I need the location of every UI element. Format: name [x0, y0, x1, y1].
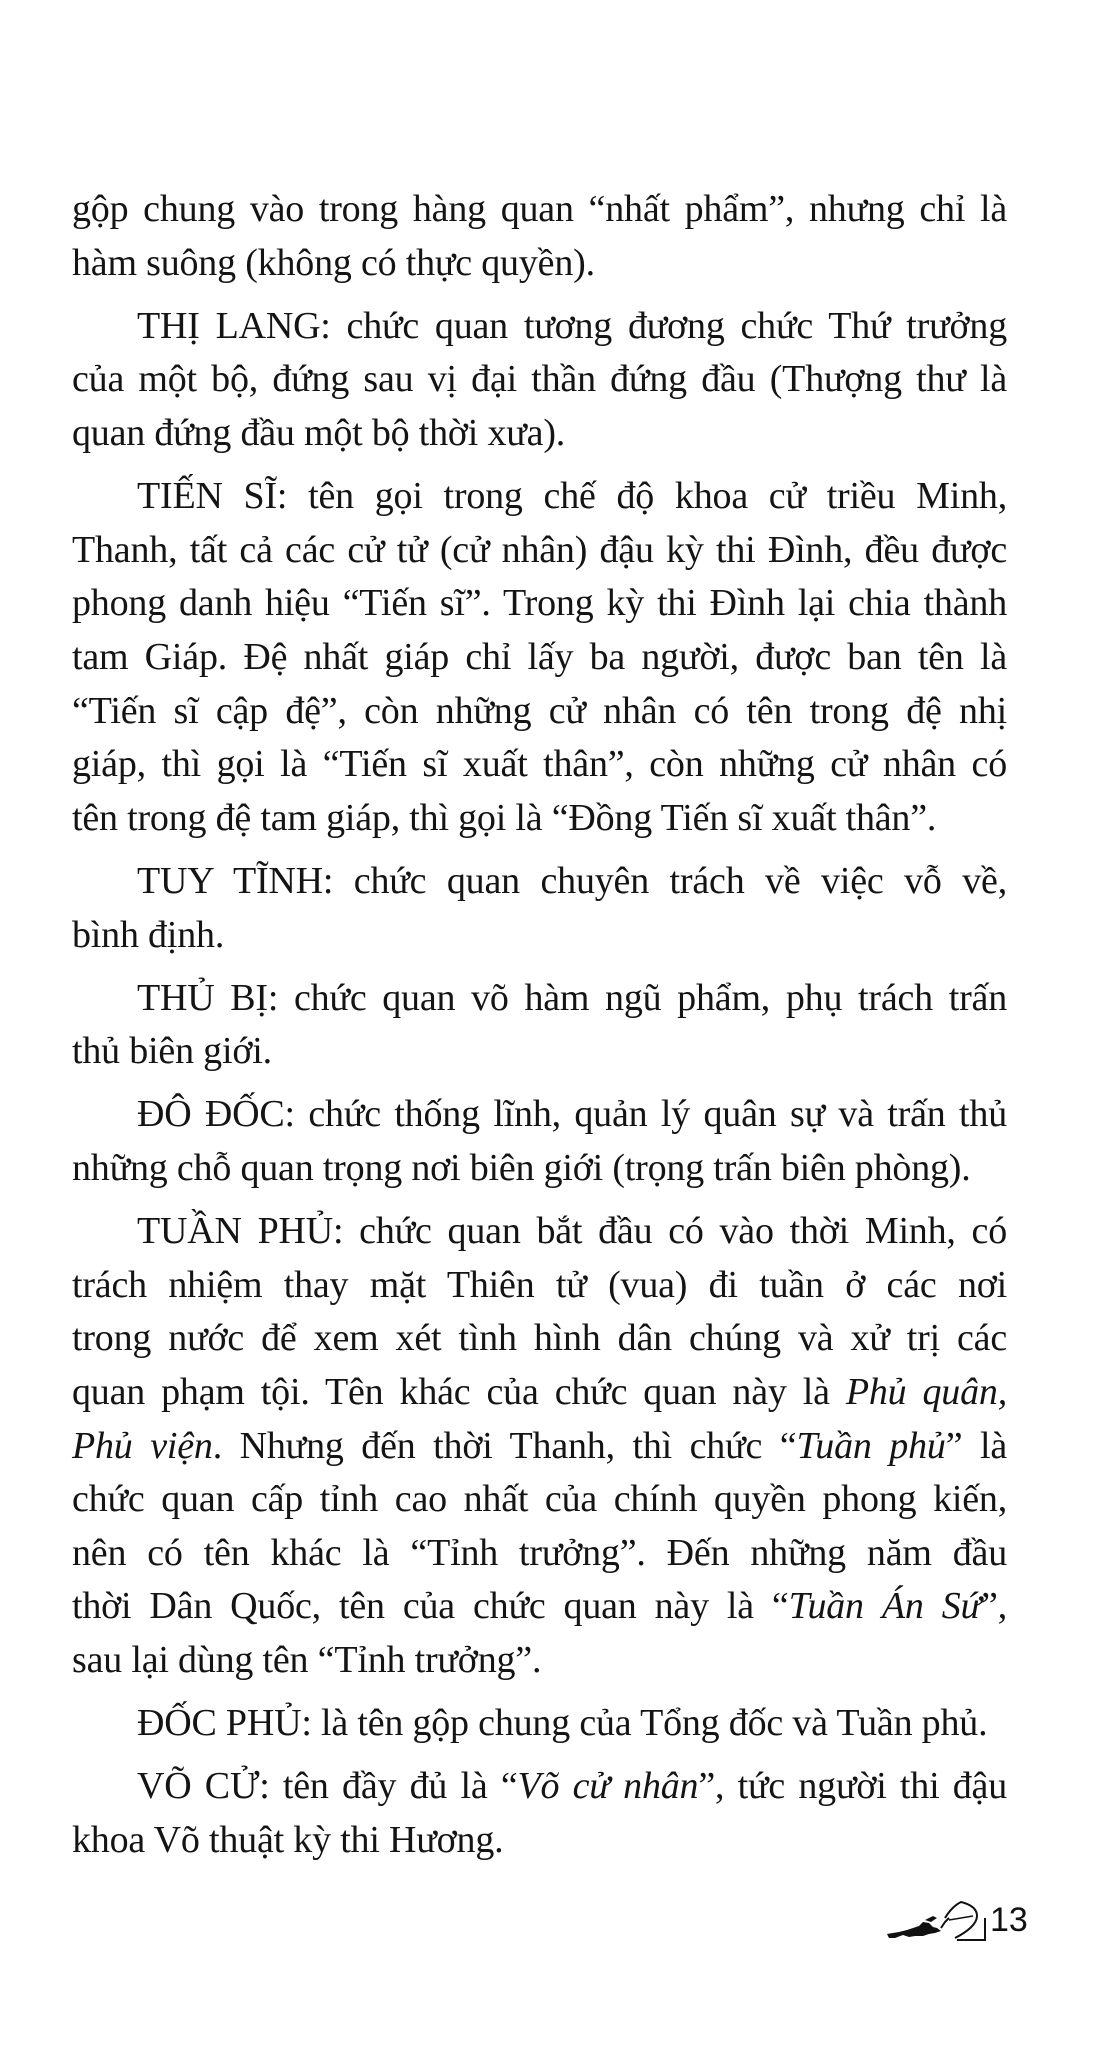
text-run: . Nhưng đến thời Thanh, thì chức “ [212, 1424, 797, 1467]
text-run: ĐÔ ĐỐC: chức thống lĩnh, quản lý quân sự và trấn thủ [137, 1093, 1007, 1136]
text-run: trong nước để xem xét tình hình dân chúng và xử trị các [72, 1317, 1007, 1360]
text-run: thủ biên giới. [72, 1030, 272, 1073]
text-run: ”, [981, 1585, 1007, 1628]
paragraph-gap [72, 962, 1007, 972]
paragraph-tuy-tinh [72, 855, 1007, 962]
text-line [72, 685, 1007, 739]
text-line [72, 577, 1007, 631]
paragraph-gap [72, 1196, 1007, 1206]
paragraph-gap [72, 1688, 1007, 1698]
text-line [72, 909, 1007, 963]
paragraph-tuan-phu [72, 1205, 1007, 1687]
paragraph-gap [72, 461, 1007, 471]
glossary-entry-line [72, 470, 1007, 524]
text-run: thời Dân Quốc, tên của chức quan này là “ [72, 1585, 789, 1628]
paragraph-do-doc [72, 1088, 1007, 1195]
text-line [72, 1366, 1007, 1420]
text-run: trách nhiệm thay mặt Thiên tử (vua) đi tuần ở các nơi [72, 1263, 1007, 1306]
text-line [72, 1527, 1007, 1581]
text-line [72, 792, 1007, 846]
text-run: giáp, thì gọi là “Tiến sĩ xuất thân”, còn những cử nhân có [72, 743, 1007, 786]
text-line [72, 1473, 1007, 1527]
text-run: sau lại dùng tên “Tỉnh trưởng”. [72, 1639, 542, 1681]
text-run: những chỗ quan trọng nơi biên giới (trọng trấn biên phòng). [72, 1147, 971, 1190]
text-line [72, 524, 1007, 578]
italic-term: Tuần phủ [796, 1424, 946, 1467]
text-line [72, 1420, 1007, 1474]
text-run: ” là [945, 1424, 1008, 1467]
text-run: THỊ LANG: chức quan tương đương chức Thứ trưởng [137, 304, 1007, 347]
text-run: hàm suông (không có thực quyền). [72, 241, 595, 284]
text-line [72, 1814, 1007, 1868]
text-run: gộp chung vào trong hàng quan “nhất phẩm”, nhưng chỉ là [72, 188, 1007, 230]
glossary-entry-line [72, 855, 1007, 909]
text-line [72, 631, 1007, 685]
text-run: chức quan cấp tỉnh cao nhất của chính quyền phong kiến, [72, 1478, 1007, 1521]
page-footer [885, 1898, 1045, 1948]
text-run: khoa Võ thuật kỳ thi Hương. [72, 1818, 504, 1861]
text-run: của một bộ, đứng sau vị đại thần đứng đầu (Thượng thư là [72, 358, 1007, 401]
page-number: 13 [990, 1901, 1028, 1939]
text-run: bình định. [72, 913, 225, 956]
paragraph-doc-phu [72, 1697, 1007, 1751]
text-run: nên có tên khác là “Tỉnh trưởng”. Đến những năm đầu [72, 1531, 1007, 1574]
text-line [72, 1025, 1007, 1079]
text-run: VÕ CỬ: tên đầy đủ là “ [137, 1765, 518, 1808]
text-run: TUY TĨNH: chức quan chuyên trách về việc vỗ về, [137, 859, 1007, 902]
text-line [72, 407, 1007, 461]
text-line [72, 237, 1007, 291]
text-run: “Tiến sĩ cập đệ”, còn những cử nhân có tên trong đệ nhị [72, 689, 1007, 732]
italic-term: Tuần Án Sứ [788, 1585, 982, 1628]
glossary-entry-line [72, 300, 1007, 354]
text-run: ”, tức người thi đậu [698, 1765, 1007, 1808]
glossary-entry-line [72, 1205, 1007, 1259]
text-line [72, 1312, 1007, 1366]
paragraph-tien-si [72, 470, 1007, 845]
text-run: tam Giáp. Đệ nhất giáp chỉ lấy ba người, được ban tên là [72, 635, 1007, 678]
text-run: ĐỐC PHỦ: là tên gộp chung của Tổng đốc và Tuần phủ. [137, 1702, 988, 1745]
reclining-figure-ornament-icon [885, 1898, 995, 1948]
text-run: tên trong đệ tam giáp, thì gọi là “Đồng Tiến sĩ xuất thân”. [72, 796, 937, 839]
paragraph-thu-bi [72, 972, 1007, 1079]
text-run: THỦ BỊ: chức quan võ hàm ngũ phẩm, phụ trách trấn [137, 976, 1007, 1019]
italic-term: Phủ viện [72, 1424, 213, 1467]
text-run: TUẦN PHỦ: chức quan bắt đầu có vào thời Minh, có [137, 1210, 1007, 1253]
italic-term: Phủ quân, [845, 1371, 1007, 1414]
paragraph-vo-cu [72, 1760, 1007, 1867]
text-line [72, 1580, 1007, 1634]
paragraph-gap [72, 845, 1007, 855]
paragraph-thi-lang [72, 300, 1007, 461]
italic-term: Võ cử nhân [517, 1765, 699, 1808]
text-run: phong danh hiệu “Tiến sĩ”. Trong kỳ thi Đình lại chia thành [72, 582, 1007, 625]
glossary-entry-line [72, 1088, 1007, 1142]
text-line [72, 738, 1007, 792]
paragraph-gap [72, 1751, 1007, 1761]
glossary-entry-line [72, 1697, 1007, 1751]
glossary-entry-line [72, 1760, 1007, 1814]
text-line [72, 353, 1007, 407]
text-run: quan phạm tội. Tên khác của chức quan này là [72, 1371, 846, 1414]
text-run: quan đứng đầu một bộ thời xưa). [72, 411, 566, 454]
paragraph-gap [72, 290, 1007, 300]
paragraph-continuation [72, 183, 1007, 290]
glossary-text [72, 183, 1007, 1868]
glossary-entry-line [72, 972, 1007, 1026]
text-line [72, 1142, 1007, 1196]
text-line [72, 183, 1007, 237]
paragraph-gap [72, 1079, 1007, 1089]
text-line [72, 1259, 1007, 1313]
text-line [72, 1634, 1007, 1688]
text-run: TIẾN SĨ: tên gọi trong chế độ khoa cử triều Minh, [137, 475, 1007, 518]
text-run: Thanh, tất cả các cử tử (cử nhân) đậu kỳ thi Đình, đều được [72, 528, 1007, 571]
